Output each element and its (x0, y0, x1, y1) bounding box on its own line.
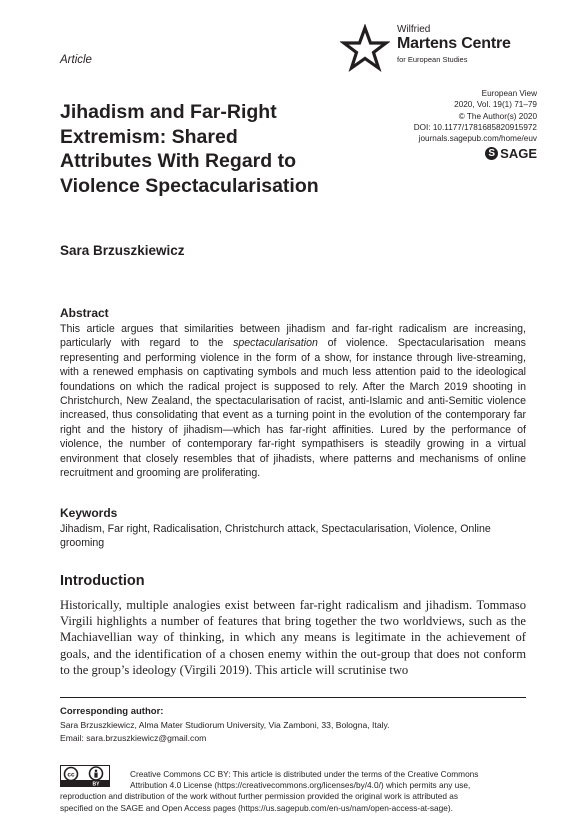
footer-divider (60, 697, 526, 698)
sage-wordmark: SAGE (500, 146, 537, 161)
license-text (60, 769, 527, 814)
doi[interactable]: DOI: 10.1177/1781685820915972 (413, 122, 537, 132)
introduction-heading: Introduction (60, 573, 145, 589)
keywords-heading: Keywords (60, 506, 118, 520)
title-line-2: Extremism: Shared (60, 125, 238, 148)
by-label: BY (92, 781, 100, 787)
cc-label: cc (67, 771, 75, 779)
journal-url[interactable]: journals.sagepub.com/home/euv (418, 134, 537, 144)
abstract-text (60, 322, 526, 480)
logo-line-1: Wilfried (397, 24, 431, 35)
article-title (60, 100, 350, 198)
sage-logo (485, 146, 537, 161)
license-line-2: Attribution 4.0 License (https://creativecommons.org/licenses/by/4.0/) which permits any use, (130, 780, 471, 791)
sage-mark-icon: S (485, 147, 498, 160)
journal-name: European View (481, 89, 537, 98)
author-name: Sara Brzuszkiewicz (60, 243, 185, 258)
license-line-1: Creative Commons CC BY: This article is distributed under the terms of the Creative Commons (130, 769, 479, 779)
abstract-heading: Abstract (60, 306, 109, 320)
title-line-3: Attributes With Regard to (60, 150, 296, 172)
corresponding-author-email[interactable]: Email: sara.brzuszkiewicz@gmail.com (60, 733, 207, 743)
abstract-italic-term: spectacularisation (233, 337, 318, 350)
article-type: Article (60, 54, 92, 66)
logo-line-2: Martens Centre (397, 35, 511, 52)
license-line-4: specified on the SAGE and Open Access pages (https://us.sagepub.com/en-us/nam/open-access-at-sage). (60, 802, 453, 813)
star-icon (340, 24, 390, 74)
license-line-3: reproduction and distribution of the work without further permission provided the original work is attributed as (60, 791, 458, 802)
journal-volume: 2020, Vol. 19(1) 71–79 (454, 100, 537, 110)
corresponding-author-affiliation: Sara Brzuszkiewicz, Alma Mater Studiorum University, Via Zamboni, 33, Bologna, Italy. (60, 720, 390, 730)
title-line-4: Violence Spectacularisation (60, 174, 319, 197)
title-line-1: Jihadism and Far-Right (60, 101, 277, 123)
keywords-text: Jihadism, Far right, Radicalisation, Christchurch attack, Spectacularisation, Violence, Online grooming (60, 523, 491, 550)
corresponding-author-heading: Corresponding author: (60, 706, 164, 717)
introduction-text: Historically, multiple analogies exist between far-right radicalism and jihadism. Tommaso Virgili highlights a number of features that bring together the two worldviews, such as the Machiavellian way of thinking, in which any means is legitimate in the achievement of goals, and the identification of a chosen enemy within the out-group that does not conform to the group’s ideology (Virgili 2019). This article will scrutinise two (60, 598, 526, 677)
abstract-part-2: of violence. Spectacularisation means representing and performing violence in the form of a show, for instance through live-streaming, with a renewed emphasis on captivating symbols and much less attention paid to the ideological foundations on which the radical project is supposed to rely. After the March 2019 shooting in Christchurch, New Zealand, the spectacularisation of racist, anti-Islamic and anti-Semitic violence increased, thus consolidating that event as a turning point in the evolution of the contemporary far right and the history of jihadism—which has far-right affinities. Lured by the performance of violence, the number of contemporary far-right sympathisers is steadily growing in a virtual environment that closely resembles that of jihadists, where patterns and mechanisms of online recruitment and grooming are proliferating. (60, 337, 526, 480)
logo-line-3: for European Studies (397, 55, 468, 64)
copyright: © The Author(s) 2020 (458, 111, 537, 121)
martens-centre-logo (340, 24, 550, 74)
abstract-part-1: This article argues that similarities between jihadism and far-right radicalism are increasing, particularly with regard to the (60, 323, 526, 350)
